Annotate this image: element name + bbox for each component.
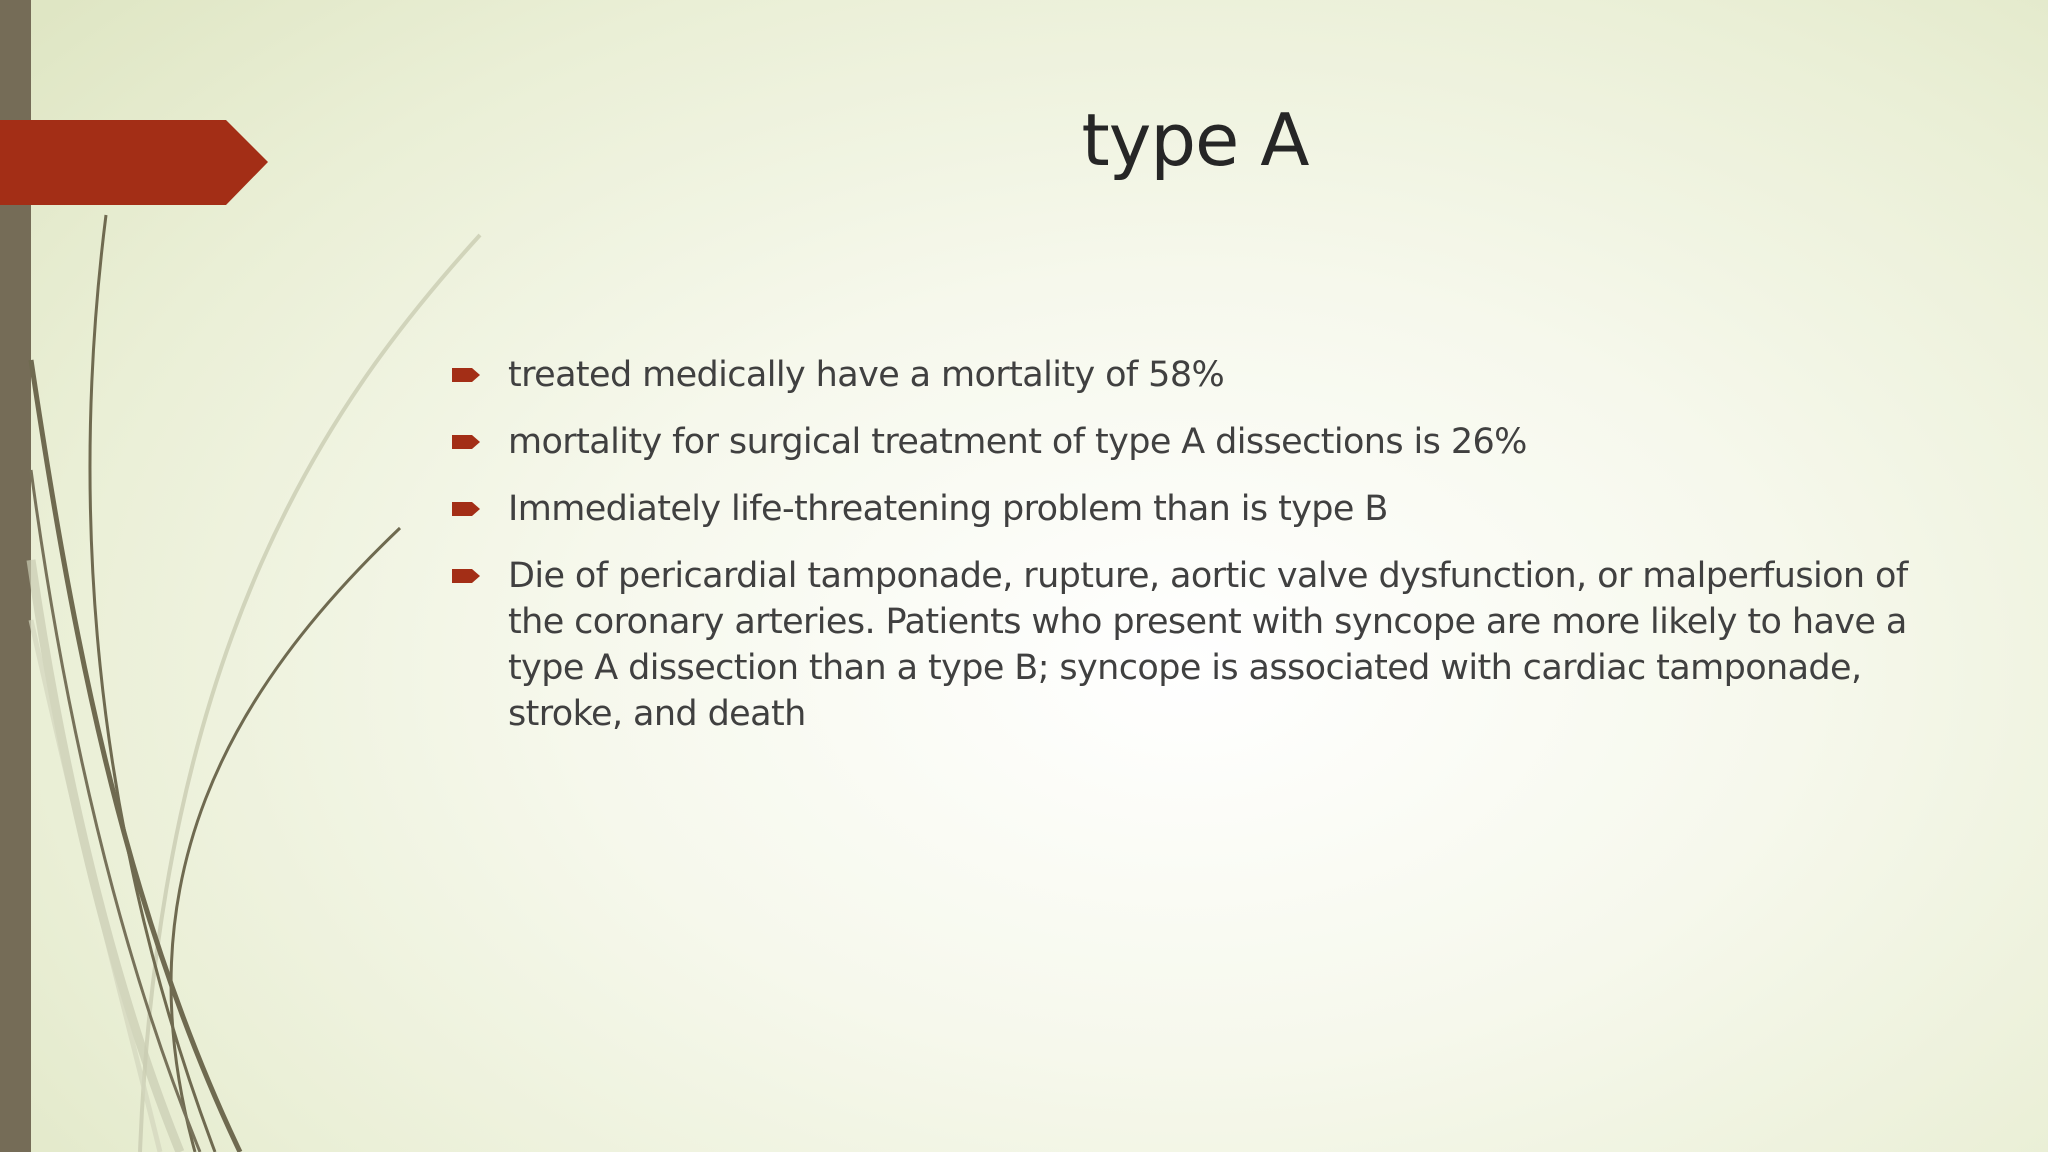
bullet-list: [450, 352, 1920, 758]
bullet-item: [450, 486, 1920, 532]
arrow-bullet-icon: [452, 366, 482, 384]
bullet-item: [450, 352, 1920, 398]
decorative-curves: [0, 0, 520, 1152]
bullet-item: [450, 553, 1920, 737]
bullet-item: [450, 419, 1920, 465]
dark-curve-3: [171, 528, 400, 1152]
slide-title: type A: [1081, 98, 1309, 182]
arrow-bullet-icon: [452, 500, 482, 518]
bullet-text: mortality for surgical treatment of type A dissections is 26%: [508, 422, 1527, 462]
bullet-text: Die of pericardial tamponade, rupture, aortic valve dysfunction, or malperfusion of the coronary arteries. Patients who present with syncope are more likely to have a type A dissection than a type B; syncope is associated with cardiac tamponade, stroke, and death: [508, 556, 1908, 734]
dark-curve-1: [90, 215, 215, 1152]
arrow-bullet-icon: [452, 433, 482, 451]
red-accent-tab: [0, 120, 268, 205]
bullet-text: treated medically have a mortality of 58%: [508, 355, 1225, 395]
arrow-bullet-icon: [452, 567, 482, 585]
bullet-text: Immediately life-threatening problem than is type B: [508, 489, 1388, 529]
light-curve-1: [140, 235, 480, 1152]
